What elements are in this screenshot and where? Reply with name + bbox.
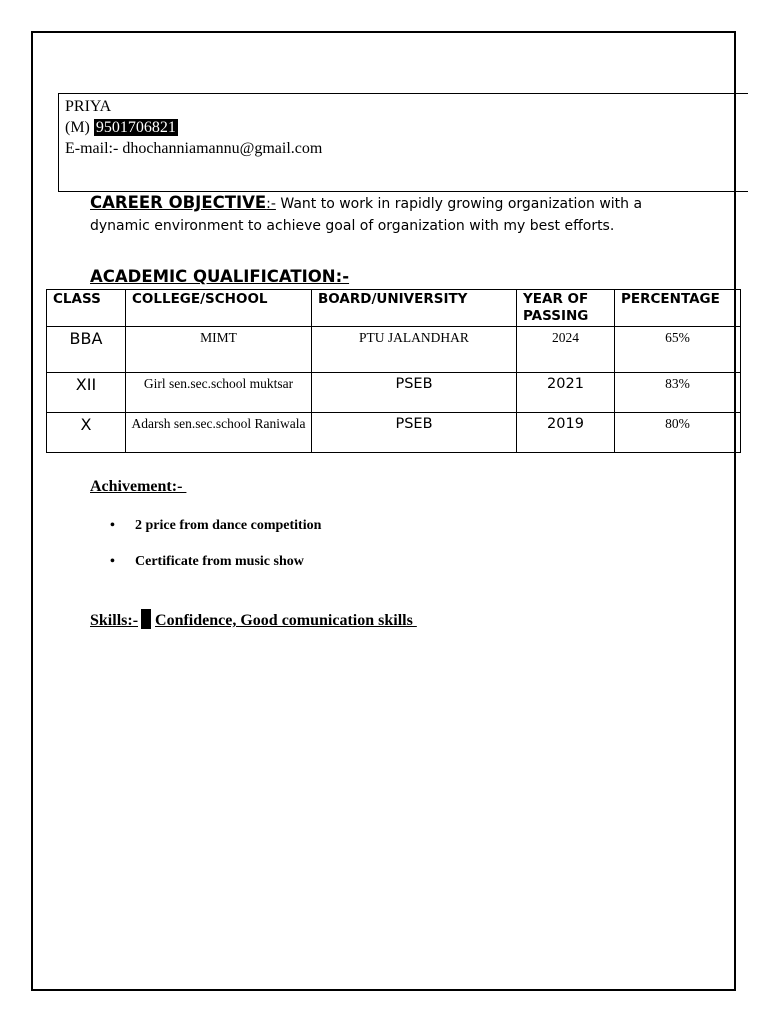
mobile-number: 9501706821: [95, 119, 176, 136]
cell-percentage: 65%: [615, 327, 741, 373]
qualification-table: [46, 289, 741, 453]
table-row: [47, 327, 741, 373]
cell-year: 2021: [517, 373, 615, 413]
career-objective: [90, 192, 700, 237]
bullet-icon: •: [110, 518, 115, 533]
cell-college: Adarsh sen.sec.school Raniwala: [126, 413, 312, 453]
header-year: YEAR OF PASSING: [517, 290, 615, 327]
cell-percentage: 83%: [615, 373, 741, 413]
candidate-name: PRIYA: [65, 98, 112, 115]
table-row: [47, 413, 741, 453]
cell-college: MIMT: [126, 327, 312, 373]
cell-board: PTU JALANDHAR: [312, 327, 517, 373]
skills-text: Confidence, Good comunication skills: [155, 612, 417, 629]
cell-year: 2019: [517, 413, 615, 453]
mobile-prefix: (M): [65, 119, 90, 136]
achievement-list: [110, 516, 321, 588]
header-class: CLASS: [47, 290, 126, 327]
achievement-text: 2 price from dance competition: [135, 518, 322, 533]
table-row: [47, 373, 741, 413]
achievement-heading: Achivement:-: [90, 478, 187, 495]
header-percentage: PERCENTAGE: [615, 290, 741, 327]
table-header-row: [47, 290, 741, 327]
header-board: BOARD/UNIVERSITY: [312, 290, 517, 327]
list-item: [110, 552, 321, 588]
mobile-line: [65, 117, 742, 138]
bullet-icon: •: [110, 554, 115, 569]
achievement-text: Certificate from music show: [135, 554, 304, 569]
list-item: [110, 516, 321, 552]
cell-percentage: 80%: [615, 413, 741, 453]
email-line: E-mail:- dhochanniamannu@gmail.com: [65, 140, 323, 157]
cell-class: X: [47, 413, 126, 453]
cell-board: PSEB: [312, 373, 517, 413]
text-cursor-icon: [141, 609, 151, 629]
objective-heading: CAREER OBJECTIVE: [90, 193, 267, 212]
objective-text: Want to work in rapidly growing organization with a dynamic environment to achieve goal of organization with my best efforts.: [90, 196, 643, 234]
cell-college: Girl sen.sec.school muktsar: [126, 373, 312, 413]
cell-class: XII: [47, 373, 126, 413]
cell-year: 2024: [517, 327, 615, 373]
cell-class: BBA: [47, 327, 126, 373]
skills-line: [90, 609, 417, 630]
academic-heading: ACADEMIC QUALIFICATION:-: [90, 267, 350, 286]
header-college: COLLEGE/SCHOOL: [126, 290, 312, 327]
objective-separator: :-: [266, 196, 276, 212]
contact-box: [58, 93, 748, 192]
cell-board: PSEB: [312, 413, 517, 453]
skills-label: Skills:-: [90, 612, 139, 629]
